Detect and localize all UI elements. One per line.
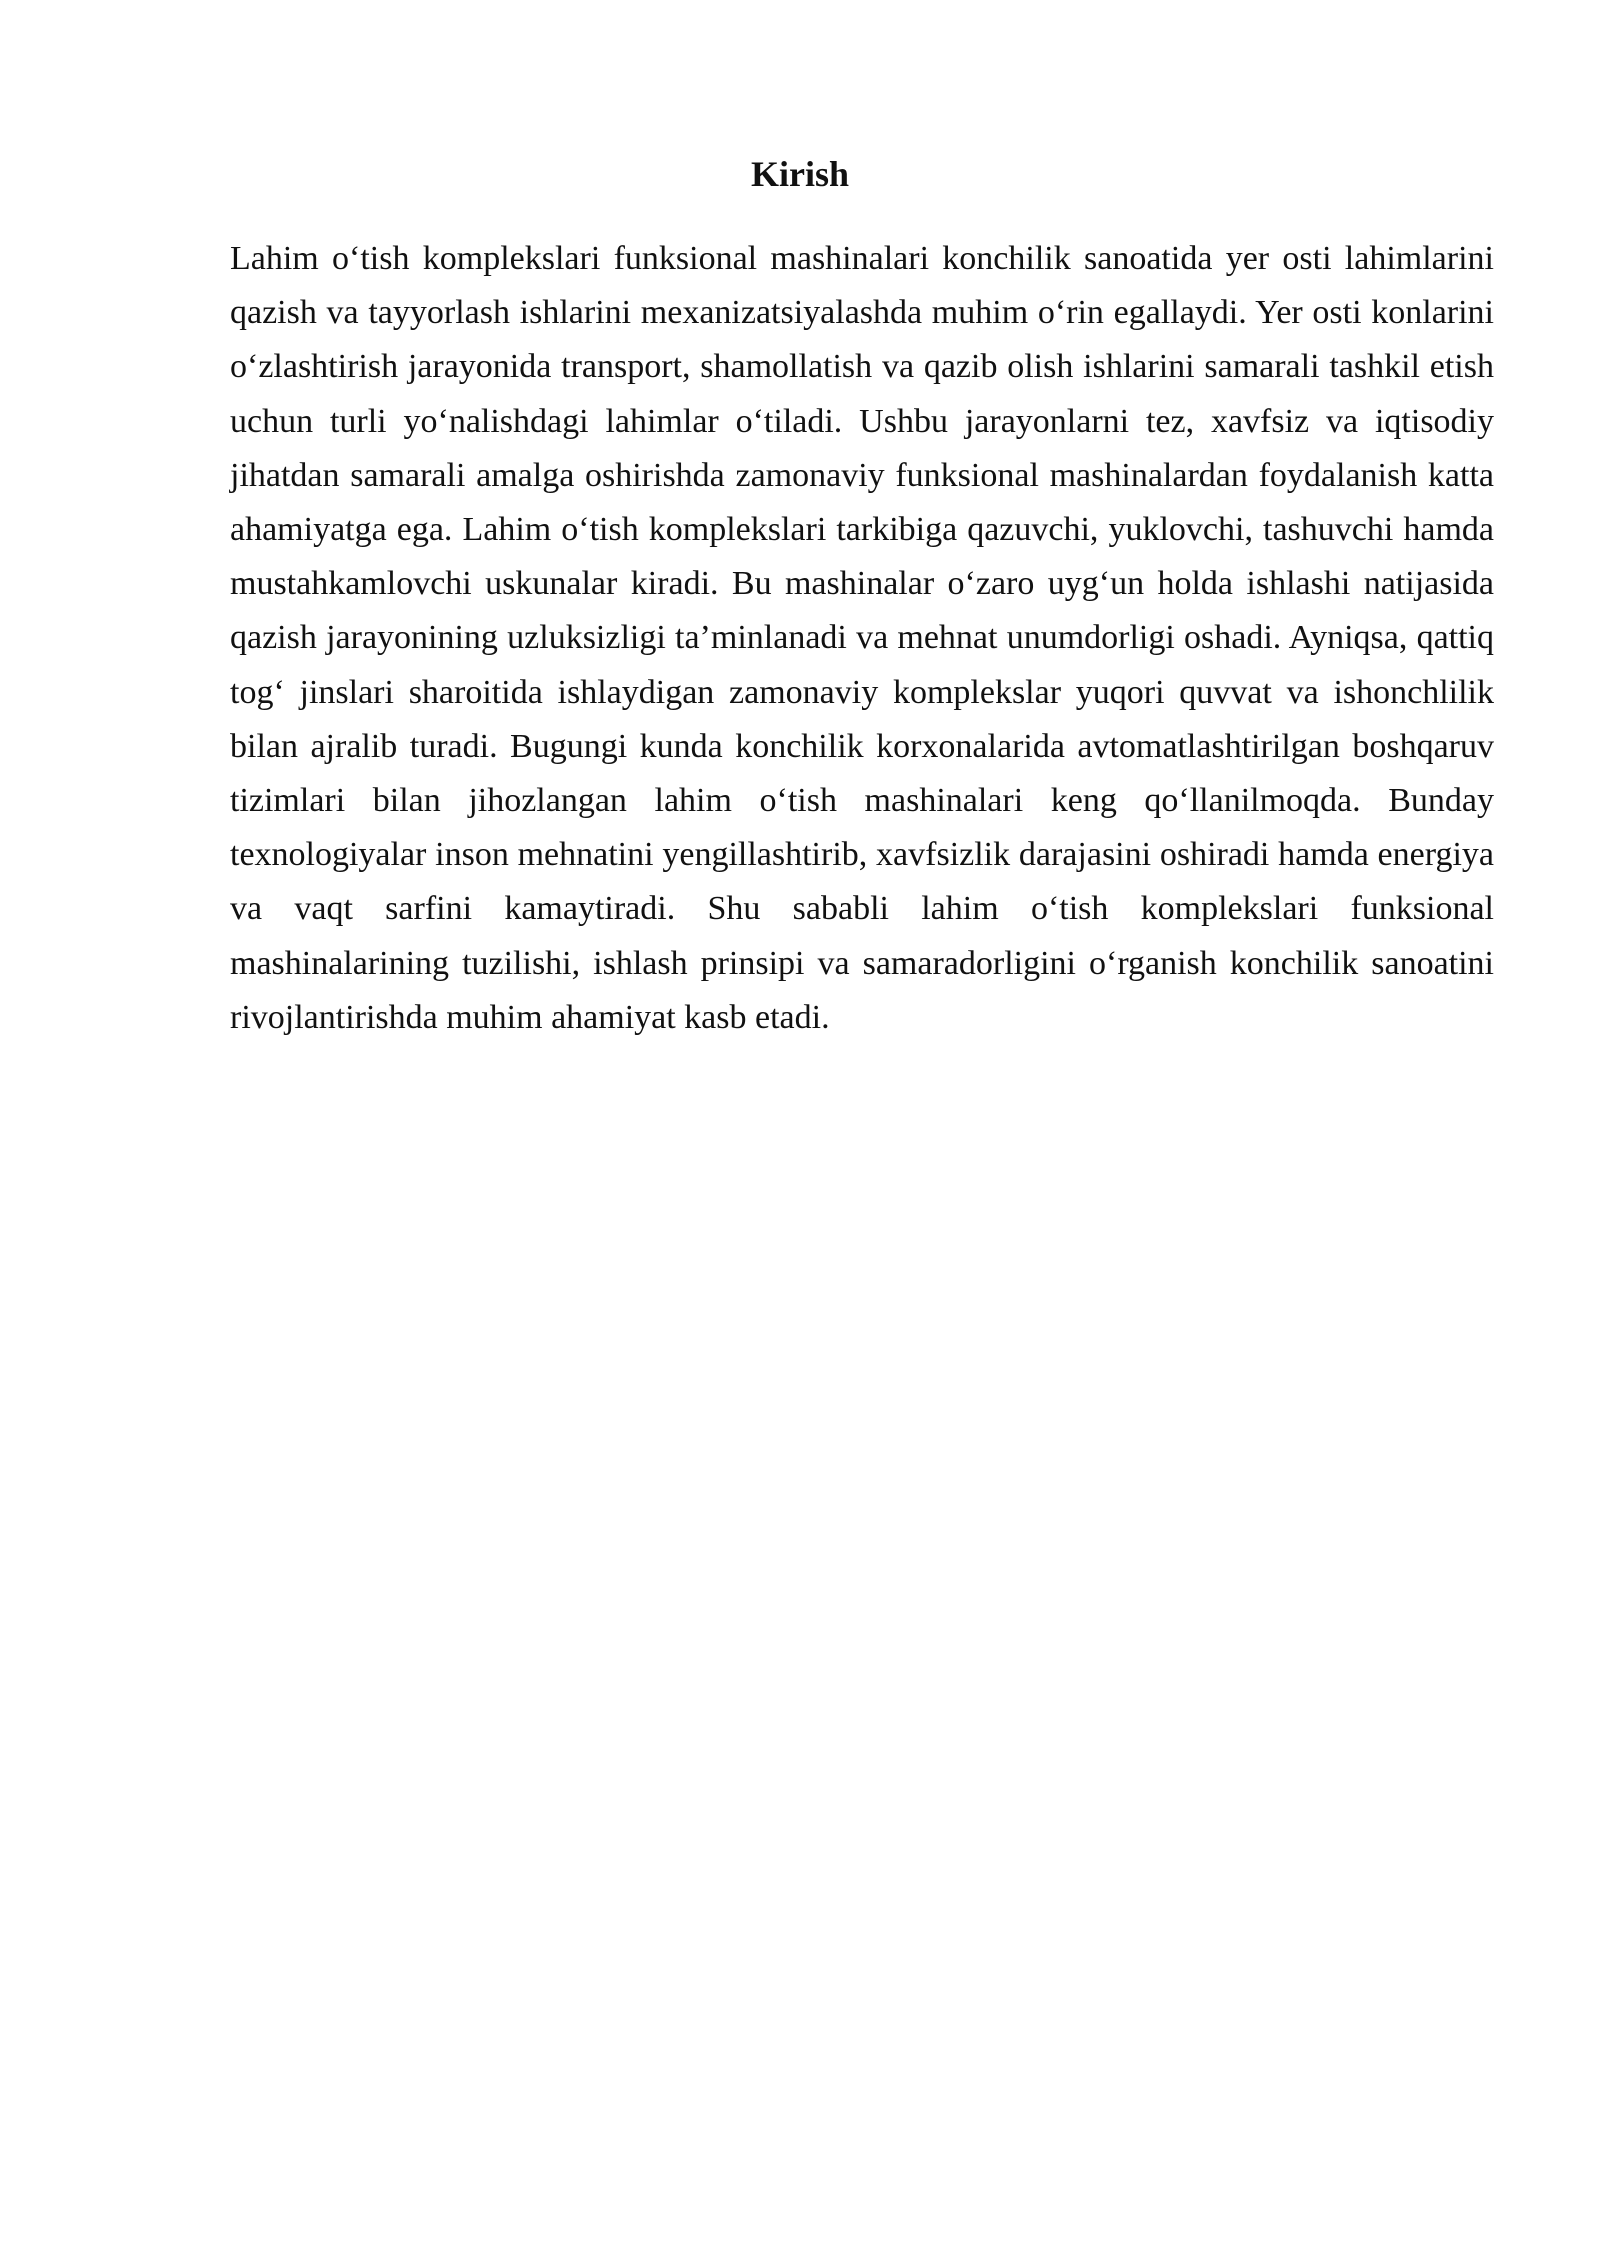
- page-title: Kirish: [750, 154, 849, 194]
- intro-paragraph: Lahim oʻtish komplekslari funksional mashinalari konchilik sanoatida yer osti lahimlarini qazish va tayyorlash ishlarini mexanizatsiyalashda muhim oʻrin egallaydi. Yer osti konlarini oʻzlashtirish jarayonida transport, shamollatish va qazib olish ishlarini samarali tashkil etish uchun turli yoʻnalishdagi lahimlar oʻtiladi. Ushbu jarayonlarni tez, xavfsiz va iqtisodiy jihatdan samarali amalga oshirishda zamonaviy funksional mashinalardan foydalanish katta ahamiyatga ega. Lahim oʻtish komplekslari tarkibiga qazuvchi, yuklovchi, tashuvchi hamda mustahkamlovchi uskunalar kiradi. Bu mashinalar oʻzaro uygʻun holda ishlashi natijasida qazish jarayonining uzluksizligi ta’minlanadi va mehnat unumdorligi oshadi. Ayniqsa, qattiq togʻ jinslari sharoitida ishlaydigan zamonaviy komplekslar yuqori quvvat va ishonchlilik bilan ajralib turadi. Bugungi kunda konchilik korxonalarida avtomatlashtirilgan boshqaruv tizimlari bilan jihozlangan lahim oʻtish mashinalari keng qoʻllanilmoqda. Bunday texnologiyalar inson mehnatini yengillashtirib, xavfsizlik darajasini oshiradi hamda energiya va vaqt sarfini kamaytiradi. Shu sababli lahim oʻtish komplekslari funksional mashinalarining tuzilishi, ishlash prinsipi va samaradorligini oʻrganish konchilik sanoatini rivojlantirishda muhim ahamiyat kasb etadi.: [230, 240, 1494, 1036]
